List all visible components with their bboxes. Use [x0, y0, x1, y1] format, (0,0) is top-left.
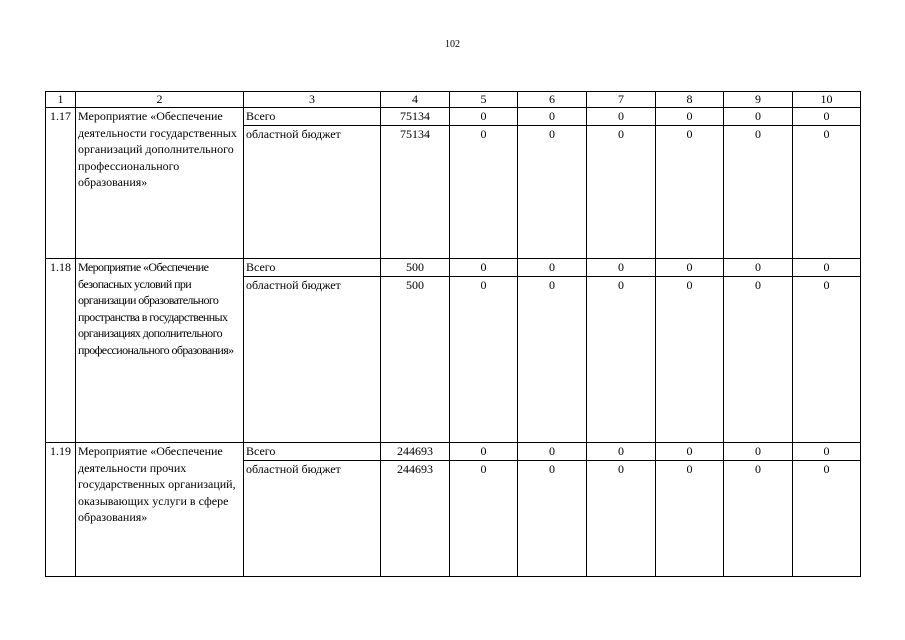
table-row-total [46, 259, 861, 277]
column-header: 3 [244, 92, 381, 108]
source-value: 0 [656, 125, 724, 259]
table-row-total [46, 108, 861, 126]
total-label: Всего [244, 259, 381, 277]
source-value: 0 [450, 125, 518, 259]
source-value: 0 [587, 276, 656, 443]
total-value: 0 [450, 259, 518, 277]
column-header: 1 [46, 92, 76, 108]
total-value: 75134 [381, 108, 450, 126]
source-value: 0 [793, 125, 861, 259]
total-value: 0 [587, 108, 656, 126]
column-header: 7 [587, 92, 656, 108]
row-number: 1.18 [46, 259, 76, 443]
total-value: 0 [724, 259, 793, 277]
row-number: 1.19 [46, 443, 76, 577]
source-value: 0 [587, 460, 656, 577]
total-label: Всего [244, 443, 381, 461]
table-row-total [46, 443, 861, 461]
total-value: 0 [450, 108, 518, 126]
column-header: 6 [518, 92, 587, 108]
total-value: 0 [656, 108, 724, 126]
measure-name: Мероприятие «Обеспечение деятельности прочих государственных организаций, оказывающих услуги в сфере образования» [76, 443, 244, 577]
source-value: 500 [381, 276, 450, 443]
source-value: 0 [587, 125, 656, 259]
source-value: 0 [656, 276, 724, 443]
header-row [46, 92, 861, 108]
total-value: 0 [587, 259, 656, 277]
total-value: 0 [450, 443, 518, 461]
source-value: 0 [656, 460, 724, 577]
total-value: 0 [724, 443, 793, 461]
row-number: 1.17 [46, 108, 76, 259]
total-value: 0 [656, 259, 724, 277]
total-value: 0 [518, 443, 587, 461]
page-number: 102 [445, 39, 460, 50]
source-value: 0 [518, 460, 587, 577]
source-value: 244693 [381, 460, 450, 577]
column-header: 8 [656, 92, 724, 108]
total-value: 0 [793, 259, 861, 277]
column-header: 10 [793, 92, 861, 108]
total-value: 0 [724, 108, 793, 126]
column-header: 4 [381, 92, 450, 108]
total-label: Всего [244, 108, 381, 126]
total-value: 0 [587, 443, 656, 461]
measure-name: Мероприятие «Обеспечение деятельности государственных организаций дополнительного профессионального образования» [76, 108, 244, 259]
column-header: 5 [450, 92, 518, 108]
total-value: 0 [518, 259, 587, 277]
column-header: 9 [724, 92, 793, 108]
source-value: 0 [793, 276, 861, 443]
total-value: 500 [381, 259, 450, 277]
total-value: 0 [656, 443, 724, 461]
source-value: 0 [793, 460, 861, 577]
measure-name: Мероприятие «Обеспечение безопасных условий при организации образовательного пространства в государственных организациях дополнительного профессионального образования» [76, 259, 244, 443]
budget-table [45, 91, 861, 577]
source-label: областной бюджет [244, 460, 381, 577]
source-value: 0 [518, 125, 587, 259]
source-label: областной бюджет [244, 125, 381, 259]
total-value: 0 [793, 443, 861, 461]
source-value: 0 [724, 460, 793, 577]
column-header: 2 [76, 92, 244, 108]
source-value: 0 [518, 276, 587, 443]
source-value: 0 [450, 460, 518, 577]
total-value: 0 [518, 108, 587, 126]
source-value: 75134 [381, 125, 450, 259]
source-value: 0 [450, 276, 518, 443]
source-value: 0 [724, 276, 793, 443]
total-value: 244693 [381, 443, 450, 461]
total-value: 0 [793, 108, 861, 126]
source-value: 0 [724, 125, 793, 259]
source-label: областной бюджет [244, 276, 381, 443]
